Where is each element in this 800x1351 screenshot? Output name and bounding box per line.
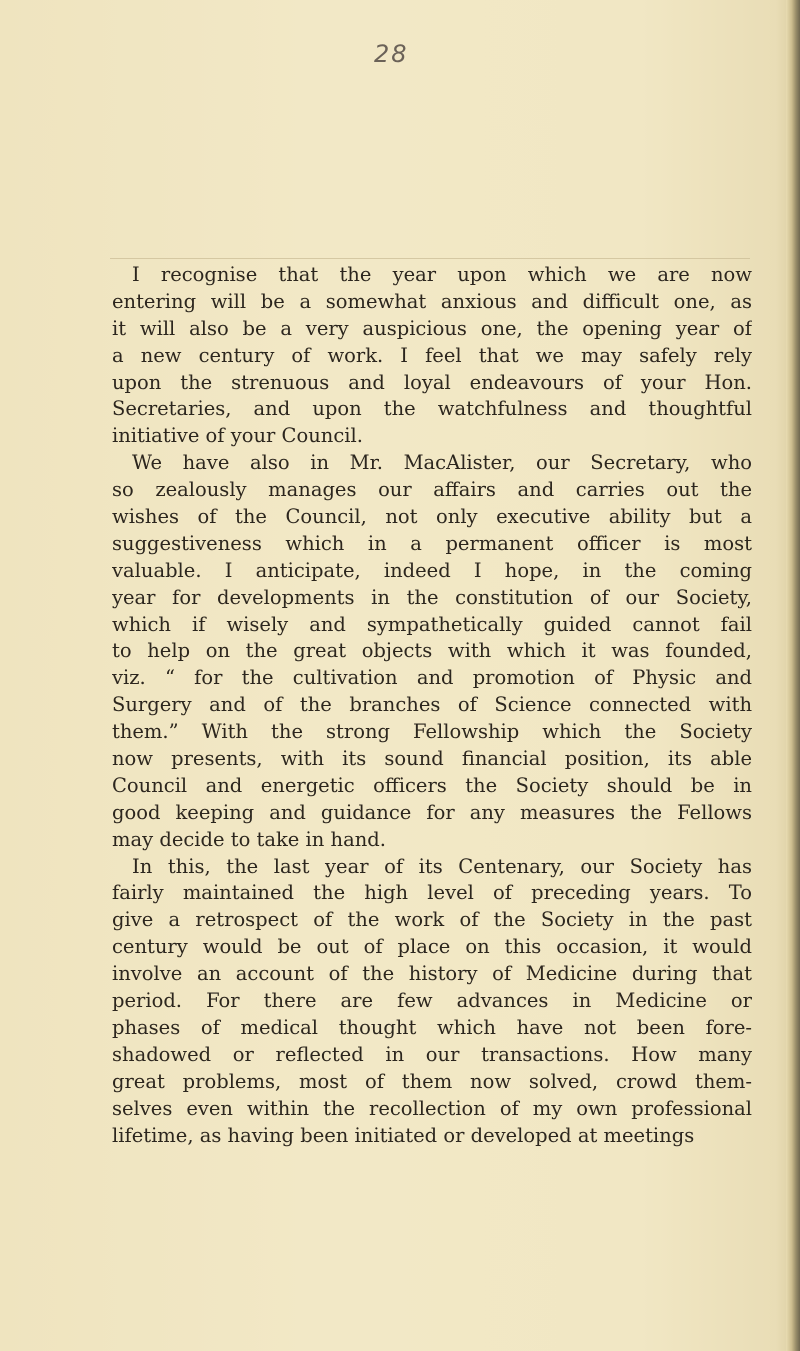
paragraph-line: shadowed or reflected in our transactions. How many	[112, 1042, 752, 1066]
paragraph-line: selves even within the recollection of my own professional	[112, 1096, 752, 1120]
paragraph-line: involve an account of the history of Medicine during that	[112, 962, 752, 986]
paragraph-first-line: We have also in Mr. MacAlister, our Secretary, who	[132, 451, 752, 475]
paragraph-line: fairly maintained the high level of preceding years. To	[112, 881, 752, 905]
page-edge-shadow	[786, 0, 800, 1351]
paragraph-line: them.” With the strong Fellowship which the Society	[112, 720, 752, 744]
text-body	[112, 262, 752, 1149]
paragraph-first-line: In this, the last year of its Centenary, our Society has	[132, 854, 752, 878]
page-number: 28	[374, 40, 409, 68]
paragraph-line: century would be out of place on this occasion, it would	[112, 935, 752, 959]
paragraph-line: lifetime, as having been initiated or developed at meetings	[112, 1123, 695, 1147]
paragraph-line: give a retrospect of the work of the Society in the past	[112, 908, 752, 932]
paragraph-line: great problems, most of them now solved, crowd them-	[112, 1069, 752, 1093]
paragraph-line: phases of medical thought which have not been fore-	[112, 1015, 752, 1039]
paragraph-line: Council and energetic officers the Society should be in	[112, 773, 752, 797]
paragraph-line: good keeping and guidance for any measures the Fellows	[112, 800, 752, 824]
paragraph-line: it will also be a very auspicious one, the opening year of	[112, 316, 752, 340]
paragraph-line: Secretaries, and upon the watchfulness and thoughtful	[112, 397, 752, 421]
paragraph-line: upon the strenuous and loyal endeavours of your Hon.	[112, 370, 752, 394]
scan-rule-divider	[110, 258, 750, 259]
paragraph-line: wishes of the Council, not only executive ability but a	[112, 505, 752, 529]
paragraph-line: a new century of work. I feel that we may safely rely	[112, 343, 752, 367]
paragraph-first-line: I recognise that the year upon which we are now	[132, 263, 752, 286]
paragraph-line: to help on the great objects with which it was founded,	[112, 639, 752, 663]
paragraph-line: initiative of your Council.	[112, 424, 363, 448]
paragraph-line: now presents, with its sound financial position, its able	[112, 747, 752, 771]
paragraph-line: suggestiveness which in a permanent officer is most	[112, 531, 752, 555]
paragraph-line: year for developments in the constitution of our Society,	[112, 585, 752, 609]
paragraph-line: may decide to take in hand.	[112, 827, 386, 851]
paragraph-line: entering will be a somewhat anxious and difficult one, as	[112, 289, 752, 313]
paragraph-line: Surgery and of the branches of Science connected with	[112, 693, 752, 717]
paragraph-line: so zealously manages our affairs and carries out the	[112, 478, 752, 502]
paragraph-line: viz. “ for the cultivation and promotion of Physic and	[112, 666, 752, 690]
paragraph-line: period. For there are few advances in Medicine or	[112, 989, 752, 1013]
paragraph-line: which if wisely and sympathetically guided cannot fail	[112, 612, 752, 636]
paragraph-line: valuable. I anticipate, indeed I hope, in the coming	[112, 558, 752, 582]
